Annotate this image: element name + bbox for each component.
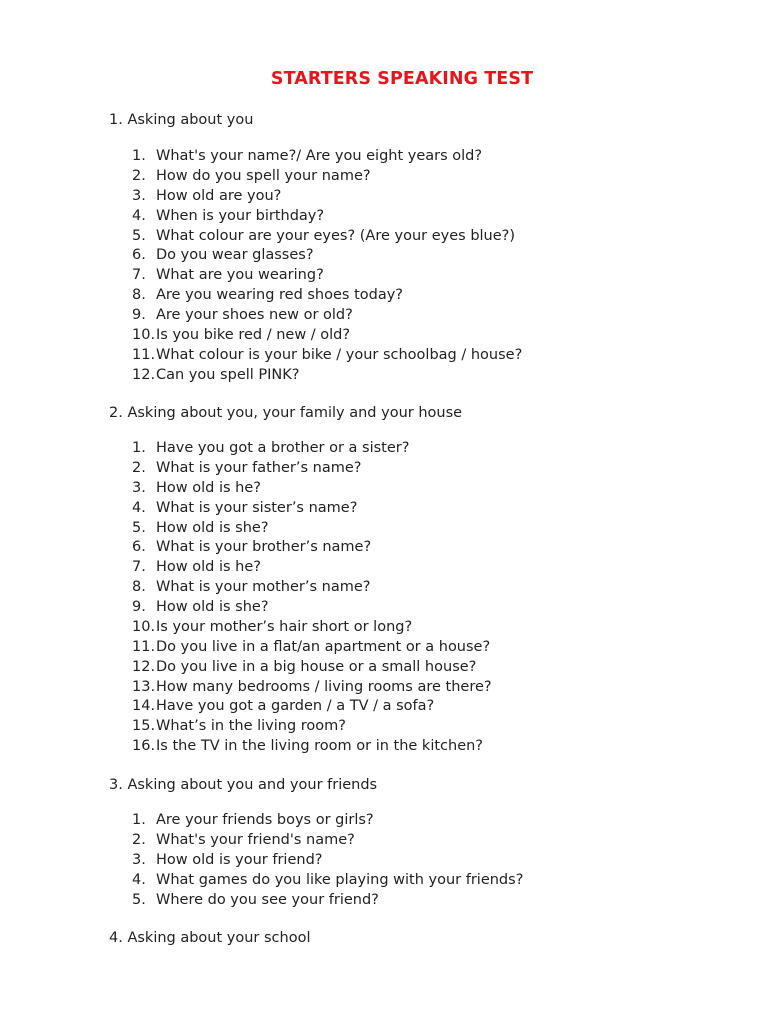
question-number: 15. [132, 718, 156, 735]
question-text: When is your birthday? [156, 207, 325, 224]
question-number: 9. [132, 307, 146, 323]
question-text: How do you spell your name? [156, 167, 371, 184]
question-number: 4. [132, 871, 146, 888]
question-text: Is your mother’s hair short or long? [156, 618, 413, 635]
question-item [109, 246, 729, 266]
question-number: 7. [132, 267, 146, 284]
section-heading: 3. Asking about you and your friends [109, 777, 378, 793]
question-text: What colour are your eyes? (Are your eyes blue?) [156, 227, 516, 244]
question-item [109, 871, 729, 891]
question-text: Are your shoes new or old? [156, 307, 353, 323]
question-number: 2. [132, 459, 146, 476]
question-number: 2. [132, 167, 146, 184]
question-text: What are you wearing? [156, 267, 324, 284]
question-number: 8. [132, 579, 146, 596]
question-item [109, 459, 729, 479]
question-item [109, 831, 729, 851]
question-number: 10. [132, 618, 156, 635]
question-list [109, 811, 729, 910]
question-text: What is your sister’s name? [156, 499, 358, 516]
question-text: Is you bike red / new / old? [156, 326, 351, 343]
question-number: 2. [132, 831, 146, 848]
question-number: 11. [132, 638, 156, 655]
question-item [109, 306, 729, 326]
question-item [109, 439, 729, 459]
question-item [109, 207, 729, 227]
question-text: Are your friends boys or girls? [156, 812, 374, 828]
question-item [109, 346, 729, 366]
question-item [109, 538, 729, 558]
question-number: 9. [132, 599, 146, 615]
question-item [109, 519, 729, 539]
question-text: Do you live in a big house or a small house? [156, 658, 477, 675]
question-number: 10. [132, 326, 156, 343]
question-text: What is your father’s name? [156, 459, 362, 476]
question-item [109, 366, 729, 386]
question-item [109, 286, 729, 306]
section-heading: 4. Asking about your school [109, 930, 311, 946]
question-text: What colour is your bike / your schoolbag / house? [156, 346, 523, 363]
section-asking-about-you [109, 110, 729, 383]
page-title: STARTERS SPEAKING TEST [270, 69, 534, 89]
question-item [109, 227, 729, 247]
question-number: 1. [132, 812, 146, 828]
question-item [109, 717, 729, 737]
question-number: 12. [132, 366, 156, 383]
question-item [109, 658, 729, 678]
question-item [109, 326, 729, 346]
question-text: Are you wearing red shoes today? [156, 287, 404, 304]
question-text: How old is she? [156, 519, 269, 536]
question-text: What is your brother’s name? [156, 539, 372, 556]
question-number: 6. [132, 539, 146, 556]
question-number: 11. [132, 346, 156, 363]
question-item [109, 147, 729, 167]
question-number: 3. [132, 479, 146, 496]
question-text: How old are you? [156, 187, 282, 204]
question-number: 14. [132, 698, 156, 715]
question-item [109, 811, 729, 831]
question-text: What's your friend's name? [156, 831, 355, 848]
section-school [109, 928, 729, 948]
question-text: Do you live in a flat/an apartment or a house? [156, 638, 491, 655]
question-item [109, 187, 729, 207]
section-family-and-house [109, 403, 729, 755]
question-text: How old is your friend? [156, 851, 323, 868]
question-text: What is your mother’s name? [156, 579, 371, 596]
question-text: What’s in the living room? [156, 718, 346, 735]
question-item [109, 678, 729, 698]
question-item [109, 578, 729, 598]
question-item [109, 499, 729, 519]
question-item [109, 618, 729, 638]
question-item [109, 479, 729, 499]
question-item [109, 737, 729, 757]
question-number: 13. [132, 678, 156, 695]
question-number: 4. [132, 207, 146, 224]
question-text: How old is he? [156, 559, 261, 576]
section-heading: 2. Asking about you, your family and your house [109, 405, 463, 421]
section-heading: 1. Asking about you [109, 112, 254, 128]
question-number: 1. [132, 440, 146, 456]
question-number: 6. [132, 247, 146, 264]
question-item [109, 598, 729, 618]
question-text: How old is she? [156, 599, 269, 615]
question-text: Do you wear glasses? [156, 247, 314, 264]
question-text: Have you got a brother or a sister? [156, 440, 410, 456]
question-number: 3. [132, 851, 146, 868]
question-text: Is the TV in the living room or in the kitchen? [156, 738, 484, 755]
question-number: 5. [132, 891, 146, 908]
question-list [109, 439, 729, 757]
question-number: 12. [132, 658, 156, 675]
question-text: Where do you see your friend? [156, 891, 379, 908]
question-text: Have you got a garden / a TV / a sofa? [156, 698, 435, 715]
question-item [109, 697, 729, 717]
question-text: How many bedrooms / living rooms are there? [156, 678, 492, 695]
question-text: How old is he? [156, 479, 261, 496]
question-text: What games do you like playing with your friends? [156, 871, 524, 888]
question-text: Can you spell PINK? [156, 366, 300, 383]
question-item [109, 167, 729, 187]
question-item [109, 266, 729, 286]
question-item [109, 851, 729, 871]
question-number: 1. [132, 148, 146, 164]
section-friends [109, 775, 729, 908]
question-text: What's your name?/ Are you eight years old? [156, 148, 483, 164]
question-number: 4. [132, 499, 146, 516]
question-number: 5. [132, 227, 146, 244]
question-item [109, 638, 729, 658]
question-item [109, 891, 729, 911]
question-number: 3. [132, 187, 146, 204]
question-number: 8. [132, 287, 146, 304]
question-list [109, 147, 729, 386]
question-item [109, 558, 729, 578]
question-number: 5. [132, 519, 146, 536]
question-number: 7. [132, 559, 146, 576]
question-number: 16. [132, 738, 156, 755]
